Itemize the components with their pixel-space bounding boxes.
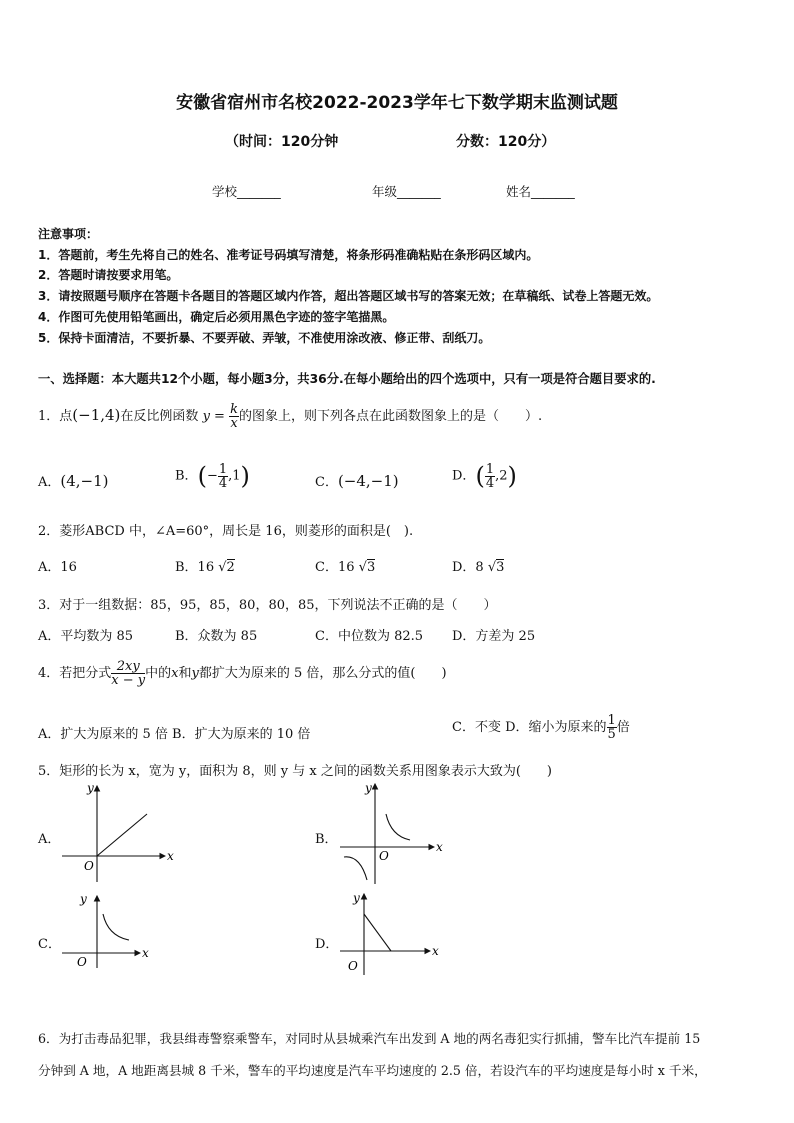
decreasing-line [364,914,391,951]
sqrt-symbol: √ [358,560,367,575]
option-value: (4,−1) [60,472,109,490]
option-value: ,1 [228,468,241,484]
notice-item: 2．答题时请按要求用笔。 [38,268,179,282]
q1-suffix: 的图象上，则下列各点在此函数图象上的是（ ）. [238,409,543,424]
q5-option-d-label[interactable]: D． [315,937,339,952]
frac-num: 1 [218,461,228,477]
frac-den: x − y [111,673,146,688]
option-label: D． [452,468,476,484]
axis-x-label: x [167,849,174,863]
q3-option-a[interactable]: A．平均数为 85 [38,629,134,644]
name-field: 姓名_______ [506,184,575,199]
frac-den: 4 [218,475,228,491]
axis-y-label: y [365,781,372,795]
axis-x-label: x [436,840,443,854]
q1-point: (−1,4) [72,406,121,424]
section-heading: 一、选择题：本大题共12个小题，每小题3分，共36分.在每小题给出的四个选项中，只有一项是符合题目要求的. [38,372,656,386]
axis-y-label: y [353,891,360,905]
q5-option-a-label[interactable]: A． [38,832,61,847]
school-field: 学校_______ [212,184,281,199]
option-sign: − [206,468,218,484]
option-value: (−4,−1) [337,472,399,490]
option-value: ,2 [495,468,508,484]
option-label: C．不变 D．缩小为原来的 [452,720,607,735]
q2-option-a[interactable]: A．16 [38,560,77,575]
graph-a[interactable] [62,786,165,882]
sqrt-symbol: √ [218,560,227,575]
notice-item: 3．请按照题号顺序在答题卡各题目的答题区域内作答，超出答题区域书写的答案无效；在草稿纸、试卷上答题无效。 [38,289,659,303]
question-5: 5．矩形的长为 x，宽为 y，面积为 8，则 y 与 x 之间的函数关系用图象表示大致为( ) [38,764,552,779]
option-label: A． [38,475,61,490]
notice-item: 1．答题前，考生先将自己的姓名、准考证号码填写清楚，将条形码准确粘贴在条形码区域内。 [38,248,539,262]
q4-text: 和 [178,666,192,681]
grade-field: 年级_______ [372,184,441,199]
q3-option-d[interactable]: D．方差为 25 [452,629,536,644]
graph-c[interactable] [62,896,140,968]
option-label: D．8 [452,560,484,575]
q1-frac-num: k [230,402,238,417]
question-6-line-2: 分钟到 A 地，A 地距离县城 8 千米，警车的平均速度是汽车平均速度的 2.5 倍，若设汽车的平均速度是每小时 x 千米， [38,1063,707,1078]
q4-var-y: y [191,666,199,681]
hyperbola-branch-1 [386,814,410,840]
radicand: 2 [226,560,235,575]
axis-x-label: x [142,946,149,960]
q3-option-c[interactable]: C．中位数为 82.5 [315,629,424,644]
graph-b[interactable] [340,784,434,884]
q4-prefix: 4．若把分式 [38,666,112,681]
radicand: 3 [496,560,505,575]
hyperbola-branch-2 [344,857,367,880]
q4-var-x: x [171,666,179,681]
origin-label: O [379,849,389,863]
origin-label: O [77,955,87,969]
axis-x-label: x [432,944,439,958]
notice-item: 4．作图可先使用铅笔画出，确定后必须用黑色字迹的签字笔描黑。 [38,310,395,324]
q4-suffix: 都扩大为原来的 5 倍，那么分式的值( ) [198,666,447,681]
frac-den: 4 [485,475,495,491]
option-label: C．16 [315,560,355,575]
axis-y-label: y [87,781,94,795]
option-suffix: 倍 [616,720,630,735]
origin-label: O [84,859,94,873]
notice-heading: 注意事项： [38,227,99,241]
q1-frac-den: x [230,416,238,431]
notice-item: 5．保持卡面清洁，不要折暴、不要弄破、弄皱，不准使用涂改液、修正带、刮纸刀。 [38,331,491,345]
q5-option-b-label[interactable]: B． [315,832,338,847]
option-label: B． [175,468,198,484]
sqrt-symbol: √ [487,560,497,575]
q3-option-b[interactable]: B．众数为 85 [175,629,258,644]
q1-prefix: 1．点 [38,409,73,424]
q5-option-c-label[interactable]: C． [38,937,61,952]
frac-den: 5 [607,727,616,742]
question-3: 3．对于一组数据：85，95，85，80，80，85，下列说法不正确的是（ ） [38,598,497,613]
linear-line [97,814,147,856]
q4-option-ab[interactable]: A．扩大为原来的 5 倍 B．扩大为原来的 10 倍 [38,727,311,742]
q1-option-d[interactable]: D．( $\frac{1}{4}$ ,2) [452,461,517,491]
q1-option-b[interactable]: B．(− $\frac{1}{4}$ ,1) [175,461,250,491]
frac-num: 1 [607,713,616,728]
radicand: 3 [366,560,376,575]
page-title: 安徽省宿州市名校2022-2023学年七下数学期末监测试题 [176,93,618,113]
score-label: 分数：120分） [456,134,556,150]
option-label: C． [315,475,338,490]
option-label: B．16 [175,560,215,575]
question-2: 2．菱形ABCD 中，∠A=60°，周长是 16，则菱形的面积是( ). [38,524,414,539]
q1-mid: 在反比例函数 [120,409,199,424]
frac-num: 1 [485,461,495,477]
q1-equation: y = [202,409,225,424]
hyperbola-branch [103,914,129,940]
axis-y-label: y [80,892,87,906]
q4-text: 中的 [145,666,172,681]
time-label: （时间：120分钟 [225,134,339,150]
frac-num: 2xy [111,660,145,674]
question-6-line-1: 6．为打击毒品犯罪，我县缉毒警察乘警车，对同时从县城乘汽车出发到 A 地的两名毒犯实行抓捕，警车比汽车提前 15 [38,1031,701,1046]
origin-label: O [348,959,358,973]
